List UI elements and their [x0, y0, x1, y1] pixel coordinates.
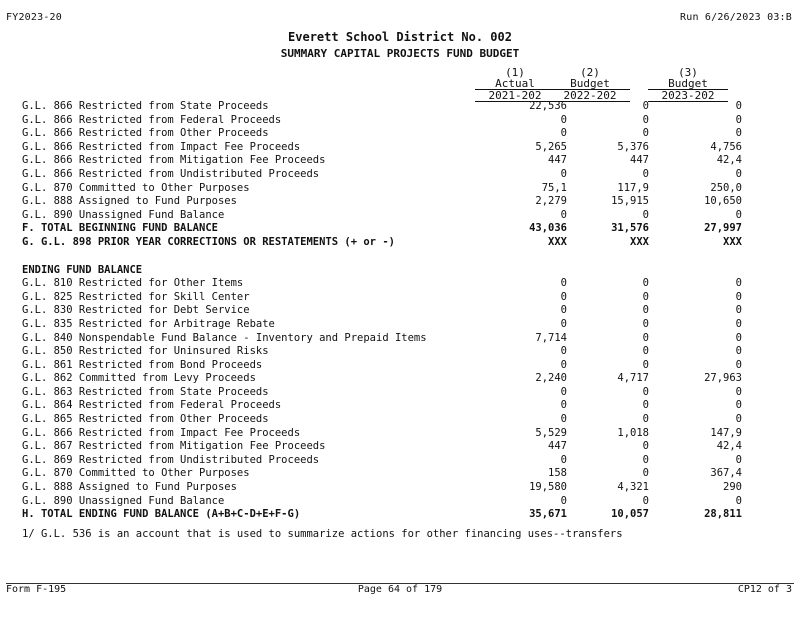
budget-current-value: 0 [735, 385, 742, 398]
budget-prior-value: 5,376 [617, 140, 649, 153]
budget-current-value: 0 [735, 304, 742, 317]
column-year: 2022-202 [550, 90, 630, 102]
row-label: G.L. 866 Restricted from Impact Fee Proceeds [22, 426, 301, 439]
actual-value: 158 [548, 467, 567, 480]
actual-value: 0 [560, 317, 567, 330]
footnote: 1/ G.L. 536 is an account that is used to summarize actions for other financing uses--transfers [22, 528, 623, 540]
row-label: G.L. 861 Restricted from Bond Proceeds [22, 358, 263, 371]
row-label: G.L. 863 Restricted from State Proceeds [22, 385, 269, 398]
row-label: G.L. 830 Restricted for Debt Service [22, 304, 250, 317]
budget-prior-value: 0 [642, 208, 649, 221]
budget-prior-value: 0 [642, 385, 649, 398]
budget-current-value: 0 [735, 345, 742, 358]
row-label: G.L. 888 Assigned to Fund Purposes [22, 195, 237, 208]
budget-prior-value: 0 [642, 277, 649, 290]
budget-current-value: 0 [735, 494, 742, 507]
section-page: CP12 of 3 [737, 584, 792, 595]
table-row [22, 467, 782, 481]
budget-prior-value: XXX [630, 235, 649, 248]
budget-prior-value: 15,915 [611, 195, 649, 208]
table-row [22, 114, 782, 128]
column-header-budget-2 [648, 67, 728, 102]
table-row [22, 304, 782, 318]
fiscal-year: FY2023-20 [6, 12, 62, 23]
budget-prior-value: 0 [642, 167, 649, 180]
actual-value: 5,529 [535, 426, 567, 439]
budget-prior-value: 0 [642, 453, 649, 466]
column-number: (2) [580, 66, 600, 79]
budget-current-value: 27,963 [704, 372, 742, 385]
actual-value: 447 [548, 440, 567, 453]
actual-value: 0 [560, 453, 567, 466]
budget-prior-value: 0 [642, 113, 649, 126]
budget-prior-value: 447 [630, 154, 649, 167]
row-label: G.L. 825 Restricted for Skill Center [22, 290, 250, 303]
row-label: G.L. 867 Restricted from Mitigation Fee Proceeds [22, 440, 326, 453]
table-row [22, 100, 782, 114]
row-label: G.L. 840 Nonspendable Fund Balance - Inventory and Prepaid Items [22, 331, 427, 344]
budget-current-value: 4,756 [710, 140, 742, 153]
budget-current-value: 0 [735, 208, 742, 221]
row-label: G.L. 866 Restricted from Other Proceeds [22, 127, 269, 140]
row-label: H. TOTAL ENDING FUND BALANCE (A+B+C-D+E+F-G) [22, 508, 301, 521]
budget-prior-value: 0 [642, 358, 649, 371]
row-label: G.L. 862 Committed from Levy Proceeds [22, 372, 256, 385]
actual-value: 75,1 [541, 181, 567, 194]
actual-value: 2,279 [535, 195, 567, 208]
column-year: 2021-202 [475, 90, 555, 102]
budget-prior-value: 0 [642, 440, 649, 453]
actual-value: 2,240 [535, 372, 567, 385]
page-title: Everett School District No. 002 [288, 30, 512, 44]
run-info: Run 6/26/2023 03:B [680, 12, 792, 23]
actual-value: 0 [560, 277, 567, 290]
actual-value: 0 [560, 304, 567, 317]
budget-current-value: 42,4 [716, 154, 742, 167]
row-label: G.L. 865 Restricted from Other Proceeds [22, 413, 269, 426]
budget-current-value: 250,0 [710, 181, 742, 194]
table-row [22, 127, 782, 141]
row-label: G.L. 835 Restricted for Arbitrage Rebate [22, 317, 275, 330]
row-label: G.L. 888 Assigned to Fund Purposes [22, 481, 237, 494]
budget-current-value: 0 [735, 290, 742, 303]
row-label: G.L. 890 Unassigned Fund Balance [22, 208, 225, 221]
budget-current-value: 27,997 [704, 222, 742, 235]
actual-value: 43,036 [529, 222, 567, 235]
actual-value: 0 [560, 167, 567, 180]
table-row [22, 154, 782, 168]
table-row [22, 454, 782, 468]
column-kind: Budget [648, 78, 728, 90]
row-label: G.L. 870 Committed to Other Purposes [22, 181, 250, 194]
table-row [22, 372, 782, 386]
total-ending-fund-balance-row [22, 508, 782, 522]
budget-current-value: 290 [723, 481, 742, 494]
budget-current-value: 10,650 [704, 195, 742, 208]
budget-current-value: 42,4 [716, 440, 742, 453]
actual-value: XXX [548, 235, 567, 248]
budget-current-value: 0 [735, 127, 742, 140]
budget-prior-value: 0 [642, 317, 649, 330]
actual-value: 19,580 [529, 481, 567, 494]
actual-value: 0 [560, 208, 567, 221]
row-label: G.L. 866 Restricted from Undistributed Proceeds [22, 167, 320, 180]
budget-prior-value: 0 [642, 127, 649, 140]
column-header-budget-1 [550, 67, 630, 102]
actual-value: 0 [560, 358, 567, 371]
budget-prior-value: 10,057 [611, 508, 649, 521]
table-row [22, 195, 782, 209]
table-row [22, 168, 782, 182]
budget-current-value: 0 [735, 399, 742, 412]
budget-current-value: 0 [735, 113, 742, 126]
budget-prior-value: 0 [642, 494, 649, 507]
budget-prior-value: 0 [642, 331, 649, 344]
row-label: G.L. 869 Restricted from Undistributed Proceeds [22, 453, 320, 466]
budget-prior-value: 0 [642, 413, 649, 426]
table-row [22, 318, 782, 332]
budget-current-value: 0 [735, 167, 742, 180]
column-number: (3) [678, 66, 698, 79]
budget-prior-value: 0 [642, 290, 649, 303]
table-row [22, 386, 782, 400]
budget-current-value: 0 [735, 277, 742, 290]
page-number: Page 64 of 179 [357, 584, 443, 595]
table-row [22, 209, 782, 223]
table-row [22, 345, 782, 359]
fund-balance-table [22, 100, 782, 522]
budget-prior-value: 4,321 [617, 481, 649, 494]
budget-current-value: 0 [735, 331, 742, 344]
row-label: G.L. 864 Restricted from Federal Proceeds [22, 399, 282, 412]
actual-value: 447 [548, 154, 567, 167]
table-row [22, 332, 782, 346]
actual-value: 7,714 [535, 331, 567, 344]
row-label: G.L. 866 Restricted from State Proceeds [22, 100, 269, 112]
budget-current-value: 367,4 [710, 467, 742, 480]
form-number: Form F-195 [6, 584, 67, 595]
page-subtitle: SUMMARY CAPITAL PROJECTS FUND BUDGET [280, 47, 520, 60]
budget-current-value: XXX [723, 235, 742, 248]
column-year: 2023-202 [648, 90, 728, 102]
budget-prior-value: 0 [642, 345, 649, 358]
actual-value: 0 [560, 127, 567, 140]
table-row [22, 277, 782, 291]
budget-current-value: 147,9 [710, 426, 742, 439]
row-label: G.L. 870 Committed to Other Purposes [22, 467, 250, 480]
table-row [22, 481, 782, 495]
column-header-actual [475, 67, 555, 102]
prior-year-corrections-row [22, 236, 782, 250]
column-kind: Actual [475, 78, 555, 90]
budget-prior-value: 0 [642, 399, 649, 412]
actual-value: 0 [560, 385, 567, 398]
budget-prior-value: 117,9 [617, 181, 649, 194]
table-row [22, 440, 782, 454]
section-heading: ENDING FUND BALANCE [22, 263, 143, 276]
actual-value: 5,265 [535, 140, 567, 153]
budget-prior-value: 0 [642, 467, 649, 480]
actual-value: 0 [560, 494, 567, 507]
table-row [22, 141, 782, 155]
row-label: G.L. 866 Restricted from Impact Fee Proceeds [22, 140, 301, 153]
budget-current-value: 0 [735, 317, 742, 330]
actual-value: 22,536 [529, 100, 567, 112]
row-label: G. G.L. 898 PRIOR YEAR CORRECTIONS OR RESTATEMENTS (+ or -) [22, 235, 395, 248]
table-row [22, 291, 782, 305]
total-beginning-fund-balance-row [22, 222, 782, 236]
budget-prior-value: 0 [642, 100, 649, 112]
actual-value: 0 [560, 413, 567, 426]
budget-prior-value: 4,717 [617, 372, 649, 385]
column-kind: Budget [550, 78, 630, 90]
row-label: G.L. 850 Restricted for Uninsured Risks [22, 345, 269, 358]
row-label: F. TOTAL BEGINNING FUND BALANCE [22, 222, 218, 235]
actual-value: 35,671 [529, 508, 567, 521]
actual-value: 0 [560, 345, 567, 358]
budget-prior-value: 31,576 [611, 222, 649, 235]
budget-current-value: 0 [735, 413, 742, 426]
row-label: G.L. 890 Unassigned Fund Balance [22, 494, 225, 507]
budget-current-value: 0 [735, 100, 742, 112]
table-row [22, 413, 782, 427]
table-row [22, 495, 782, 509]
row-label: G.L. 810 Restricted for Other Items [22, 277, 244, 290]
budget-current-value: 0 [735, 453, 742, 466]
table-row [22, 427, 782, 441]
row-label: G.L. 866 Restricted from Mitigation Fee Proceeds [22, 154, 326, 167]
ending-fund-balance-heading [22, 264, 782, 278]
budget-current-value: 28,811 [704, 508, 742, 521]
budget-prior-value: 1,018 [617, 426, 649, 439]
column-number: (1) [505, 66, 525, 79]
budget-prior-value: 0 [642, 304, 649, 317]
actual-value: 0 [560, 113, 567, 126]
table-row [22, 182, 782, 196]
actual-value: 0 [560, 399, 567, 412]
actual-value: 0 [560, 290, 567, 303]
table-row [22, 359, 782, 373]
table-row [22, 399, 782, 413]
row-label: G.L. 866 Restricted from Federal Proceeds [22, 113, 282, 126]
budget-current-value: 0 [735, 358, 742, 371]
